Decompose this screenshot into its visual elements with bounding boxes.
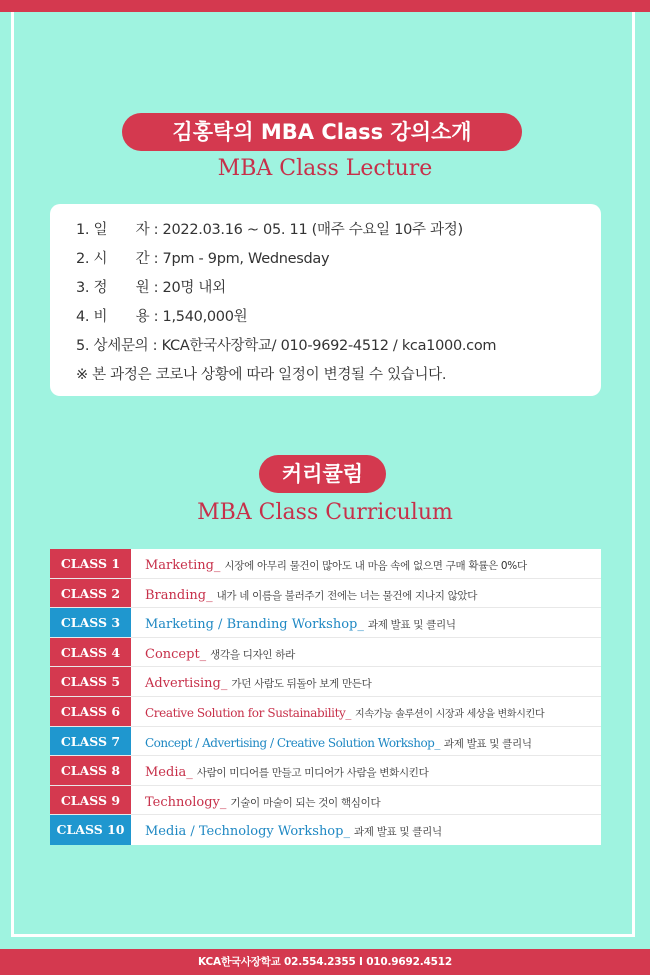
info-cost: 4. 비 용 : 1,540,000원 [76,309,248,325]
class-row-8 [50,756,601,786]
class-topic: Advertising_ [145,676,228,692]
class-badge: CLASS 8 [50,756,131,785]
class-topic: Creative Solution for Sustainability_ [145,705,351,720]
class-desc: 생각을 디자인 하라 [210,648,295,661]
class-content [131,579,601,608]
class-topic: Concept_ [145,646,207,662]
curriculum-subtitle: MBA Class Curriculum [197,500,453,525]
class-badge: CLASS 5 [50,667,131,696]
class-content [131,756,601,785]
class-desc: 과제 발표 및 클리닉 [367,619,456,632]
info-date: 1. 일 자 : 2022.03.16 ~ 05. 11 (매주 수요일 10주 과정) [76,222,463,238]
class-desc: 과제 발표 및 클리닉 [353,826,442,839]
class-row-6 [50,697,601,727]
class-badge: CLASS 3 [50,608,131,637]
class-topic: Branding_ [145,587,213,603]
class-badge: CLASS 2 [50,579,131,608]
lecture-info-box [50,204,601,396]
class-desc: 지속가능 솔루션이 시장과 세상을 변화시킨다 [355,708,545,720]
class-content [131,786,601,815]
class-desc: 사람이 미디어를 만들고 미디어가 사람을 변화시킨다 [196,767,429,780]
class-row-10 [50,815,601,845]
info-capacity: 3. 정 원 : 20명 내외 [76,280,226,296]
footer-contact-bar: KCA한국사장학교 02.554.2355 I 010.9692.4512 [0,949,650,975]
info-contact: 5. 상세문의 : KCA한국사장학교/ 010-9692-4512 / kca1000.com [76,338,497,354]
class-content [131,697,601,726]
class-desc: 내가 네 이름을 불러주기 전에는 너는 물건에 지나지 않았다 [216,589,478,602]
class-badge: CLASS 7 [50,727,131,756]
info-time: 2. 시 간 : 7pm - 9pm, Wednesday [76,251,330,267]
class-badge: CLASS 10 [50,815,131,845]
class-row-7 [50,727,601,757]
class-badge: CLASS 4 [50,638,131,667]
class-row-3 [50,608,601,638]
lecture-title-pill: 김홍탁의 MBA Class 강의소개 [122,113,522,151]
class-row-2 [50,579,601,609]
class-row-5 [50,667,601,697]
top-accent-bar [0,0,650,12]
class-desc: 과제 발표 및 클리닉 [443,737,532,750]
class-row-1 [50,549,601,579]
class-topic: Media / Technology Workshop_ [145,824,350,840]
class-desc: 가던 사람도 뒤돌아 보게 만든다 [231,678,372,691]
class-content [131,667,601,696]
class-topic: Technology_ [145,794,227,810]
class-desc: 시장에 아무리 물건이 많아도 내 마음 속에 없으면 구매 확률은 0%다 [224,560,527,572]
class-content [131,608,601,637]
class-topic: Marketing / Branding Workshop_ [145,617,364,633]
class-badge: CLASS 1 [50,549,131,578]
class-content [131,549,601,578]
class-desc: 기술이 마술이 되는 것이 핵심이다 [230,796,381,809]
class-topic: Marketing_ [145,558,221,573]
class-topic: Concept / Advertising / Creative Solution Workshop_ [145,735,440,750]
class-content [131,727,601,756]
lecture-subtitle: MBA Class Lecture [217,156,433,181]
class-row-9 [50,786,601,816]
curriculum-table [50,549,601,845]
class-row-4 [50,638,601,668]
class-content [131,638,601,667]
class-topic: Media_ [145,765,193,781]
curriculum-title-pill: 커리큘럼 [259,455,386,493]
class-badge: CLASS 9 [50,786,131,815]
info-notice: ※ 본 과정은 코로나 상황에 따라 일정이 변경될 수 있습니다. [76,367,447,383]
class-content [131,815,601,845]
class-badge: CLASS 6 [50,697,131,726]
